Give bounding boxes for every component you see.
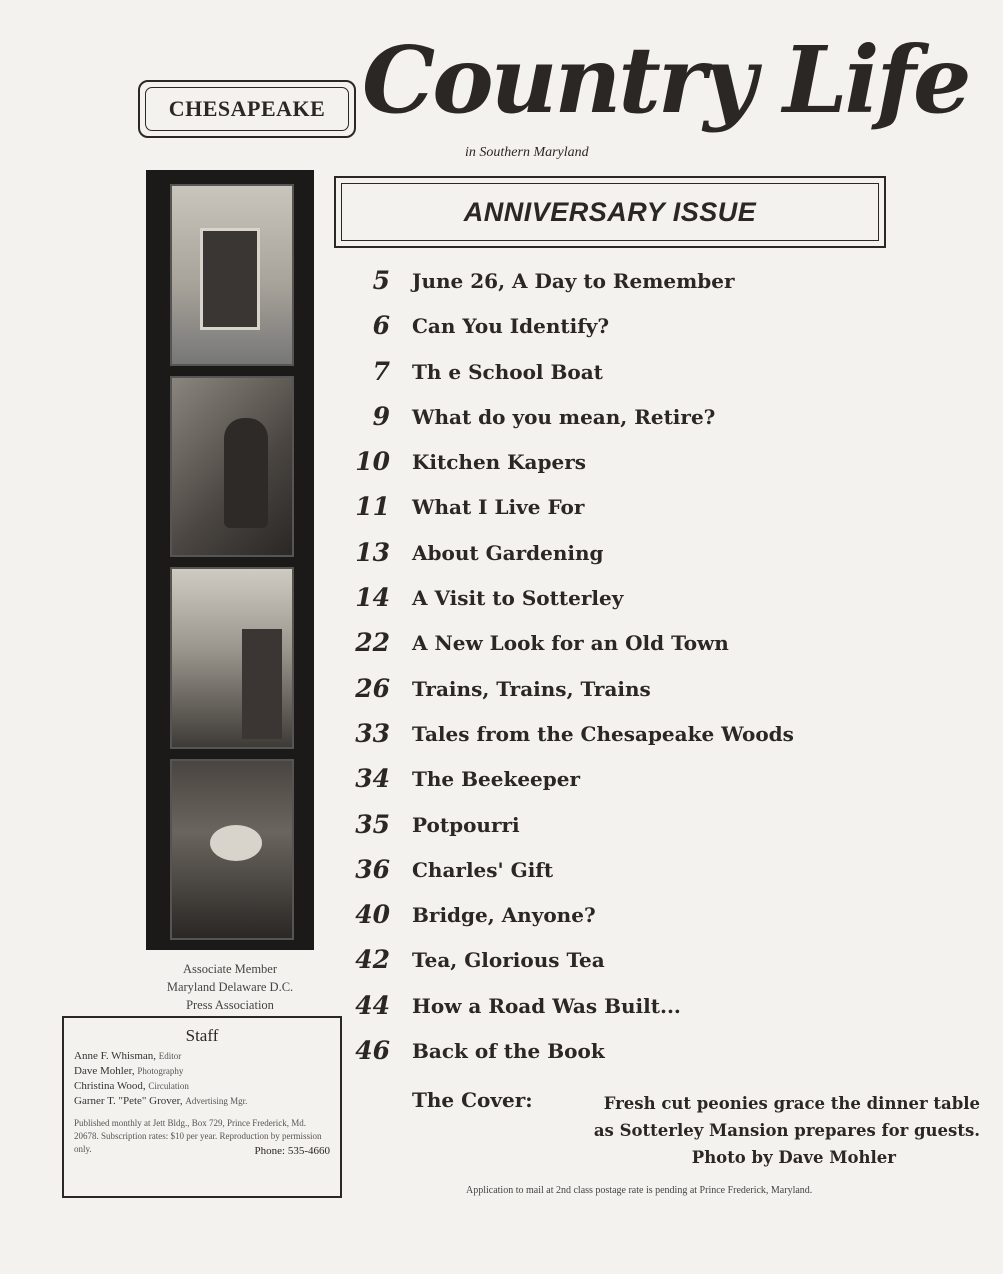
- cover-caption: [566, 1090, 980, 1171]
- masthead-badge: [138, 80, 356, 138]
- contents-title: A New Look for an Old Town: [412, 631, 729, 656]
- photo-man-seated: [170, 376, 294, 558]
- staff-role: Editor: [158, 1051, 182, 1061]
- contents-page-number: 40: [355, 900, 390, 930]
- contents-title: Tea, Glorious Tea: [412, 948, 605, 973]
- staff-role: Circulation: [148, 1081, 189, 1091]
- contents-entry: [340, 400, 980, 445]
- contents-page-number: 7: [372, 356, 390, 386]
- contents-entry: [340, 264, 980, 309]
- photo-dinner-table: [170, 759, 294, 941]
- contents-page-number: 35: [355, 809, 390, 839]
- contents-title: Bridge, Anyone?: [412, 903, 596, 928]
- contents-title: Trains, Trains, Trains: [412, 676, 651, 701]
- contents-title: Kitchen Kapers: [412, 450, 587, 475]
- contents-entry: [340, 853, 980, 898]
- table-of-contents: [340, 264, 980, 1079]
- contents-title: The Beekeeper: [412, 767, 581, 792]
- contents-page-number: 26: [355, 673, 390, 703]
- association-line: Associate Member: [182, 962, 278, 976]
- contents-title: Can You Identify?: [412, 314, 610, 339]
- contents-title: What do you mean, Retire?: [412, 404, 716, 429]
- publication-note: Published monthly at Jett Bldg., Box 729, Prince Frederick, Md. 20678. Subscription rates: $10 per year. Reproduction by permission only.: [74, 1118, 322, 1154]
- postage-note: Application to mail at 2nd class postage rate is pending at Prince Frederick, Maryland.: [466, 1185, 813, 1196]
- anniversary-banner: [334, 176, 886, 248]
- staff-name: Anne F. Whisman,: [74, 1050, 157, 1062]
- cover-line: as Sotterley Mansion prepares for guests.: [593, 1121, 980, 1140]
- contents-page-number: 14: [355, 583, 390, 613]
- association-line: Maryland Delaware D.C.: [166, 980, 294, 994]
- staff-role: Advertising Mgr.: [185, 1096, 248, 1106]
- contents-title: A Visit to Sotterley: [412, 586, 624, 611]
- contents-entry: [340, 536, 980, 581]
- contents-page-number: 9: [372, 401, 390, 431]
- association-note: [120, 960, 340, 1014]
- staff-member: [74, 1049, 330, 1064]
- staff-name: Garner T. "Pete" Grover,: [74, 1095, 183, 1107]
- magazine-subtitle: in Southern Maryland: [465, 145, 589, 160]
- contents-page-number: 46: [355, 1036, 390, 1066]
- photo-strip: [146, 170, 314, 950]
- contents-page-number: 42: [355, 945, 390, 975]
- contents-title: What I Live For: [412, 495, 585, 520]
- contents-title: How a Road Was Built...: [412, 993, 681, 1018]
- contents-page-number: 44: [355, 990, 390, 1020]
- contents-title: Charles' Gift: [412, 857, 554, 882]
- contents-entry: [340, 490, 980, 535]
- contents-title: About Gardening: [412, 540, 604, 565]
- cover-label: The Cover:: [412, 1088, 533, 1112]
- contents-entry: [340, 808, 980, 853]
- anniversary-title: ANNIVERSARY ISSUE: [463, 196, 757, 227]
- cover-line: Fresh cut peonies grace the dinner table: [603, 1094, 980, 1113]
- contents-page-number: 33: [355, 718, 390, 748]
- contents-entry: [340, 898, 980, 943]
- contents-page-number: 34: [355, 764, 390, 794]
- staff-box: [62, 1016, 342, 1198]
- contents-entry: [340, 672, 980, 717]
- staff-member: [74, 1094, 330, 1109]
- contents-entry: [340, 581, 980, 626]
- contents-page-number: 6: [372, 311, 390, 341]
- contents-page-number: 36: [355, 854, 390, 884]
- staff-title: Staff: [185, 1026, 219, 1045]
- contents-title: Tales from the Chesapeake Woods: [412, 721, 794, 746]
- photo-doorway: [170, 184, 294, 366]
- contents-entry: [340, 989, 980, 1034]
- contents-page-number: 10: [355, 447, 390, 477]
- contents-title: Potpourri: [412, 812, 520, 837]
- contents-entry: [340, 943, 980, 988]
- photo-trees-garden: [170, 567, 294, 749]
- association-line: Press Association: [186, 998, 274, 1012]
- staff-member: [74, 1079, 330, 1094]
- contents-page-number: 13: [355, 537, 390, 567]
- contents-entry: [340, 1034, 980, 1079]
- magazine-title: Country Life: [362, 26, 969, 134]
- contents-page-number: 5: [372, 266, 390, 295]
- staff-member: [74, 1064, 330, 1079]
- contents-entry: [340, 626, 980, 671]
- contents-title: Back of the Book: [412, 1039, 605, 1064]
- contents-entry: [340, 355, 980, 400]
- contents-page-number: 11: [355, 492, 390, 522]
- contents-page-number: 22: [355, 628, 390, 658]
- masthead-badge-text: CHESAPEAKE: [168, 96, 326, 121]
- staff-phone: Phone: 535-4660: [254, 1145, 330, 1157]
- contents-entry: [340, 309, 980, 354]
- cover-credit: Photo by Dave Mohler: [691, 1148, 896, 1167]
- staff-name: Christina Wood,: [74, 1080, 146, 1092]
- contents-title: June 26, A Day to Remember: [412, 269, 735, 293]
- contents-title: Th e School Boat: [412, 359, 603, 384]
- contents-entry: [340, 717, 980, 762]
- staff-role: Photography: [137, 1066, 184, 1076]
- staff-name: Dave Mohler,: [74, 1065, 135, 1077]
- contents-entry: [340, 762, 980, 807]
- contents-entry: [340, 445, 980, 490]
